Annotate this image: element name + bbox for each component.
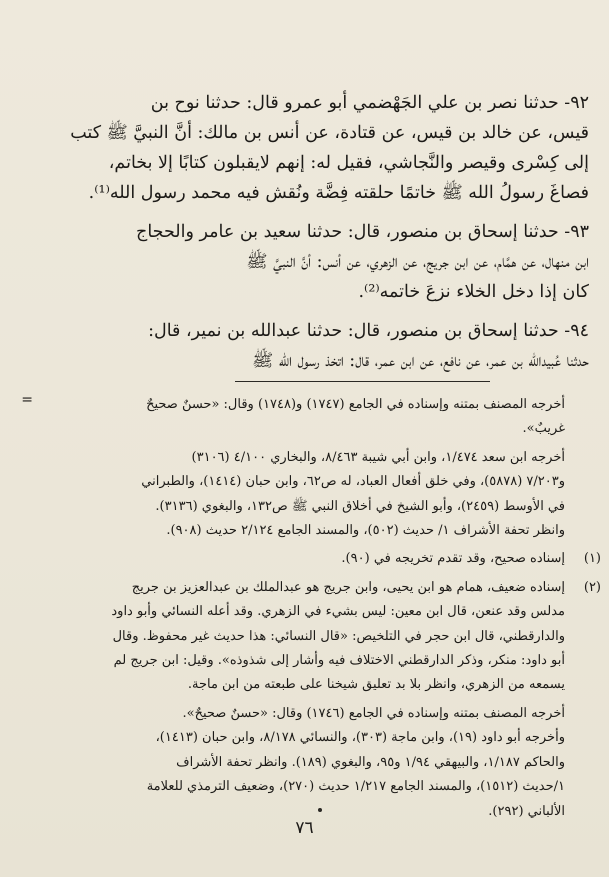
- text-line: كان إذا دخل الخلاء نزعَ خاتمه⁽²⁾.: [358, 282, 589, 302]
- footnote-line: والدارقطني، قال ابن حجر في التلخيص: «قال النسائي: هذا حديث غير محفوظ. وقال: [112, 628, 565, 644]
- continuation-mark: =: [21, 392, 33, 408]
- text-line: ٩٢- حدثنا نصر بن علي الجَهْضمي أبو عمرو قال: حدثنا نوح بن: [150, 93, 589, 113]
- footnote-line: إسناده ضعيف، همام هو ابن يحيى، وابن جريج هو عبدالملك بن عبدالعزيز بن جريج: [131, 579, 565, 595]
- footnote-line: إسناده صحيح، وقد تقدم تخريجه في (٩٠).: [341, 551, 565, 567]
- hadith-92: [14, 88, 589, 208]
- text-line: فصاغَ رسولُ الله ﷺ خاتمًا حلقته فِضَّة ونُقش فيه محمد رسول الله⁽¹⁾.: [88, 183, 589, 203]
- footnote-line: وأخرجه أبو داود (١٩)، وابن ماجة (٣٠٣)، والنسائي ٨/١٧٨، وابن حبان (١٤١٣)،: [155, 730, 565, 746]
- text-line: ابن منهال، عن همَّام، عن ابن جريج، عن الزهري، عن أنس: أنَّ النبيَّ ﷺ: [246, 252, 589, 272]
- text-line: قيس، عن خالد بن قيس، عن قتادة، عن أنس بن مالك: أنَّ النبيَّ ﷺ كتب: [70, 123, 589, 143]
- page-number: ٧٦: [295, 818, 314, 838]
- footnote-divider: [235, 381, 490, 382]
- footnote-line: الألباني (٢٩٢).: [488, 803, 565, 819]
- footnote-number: (٢): [583, 579, 601, 595]
- text-line: إلى كِسْرى وقيصر والنَّجاشي، فقيل له: إنهم لايقبلون كتابًا إلا بخاتم،: [108, 153, 589, 173]
- main-text: [14, 88, 589, 385]
- footnote-1: [20, 547, 601, 571]
- text-line: ٩٣- حدثنا إسحاق بن منصور، قال: حدثنا سعيد بن عامر والحجاج: [136, 222, 589, 242]
- footnote-line: مدلس وقد عنعن، قال ابن معين: ليس بشيء في الزهري. وقد أعله النسائي وأبو داود: [111, 604, 565, 620]
- footnote-sources-93: [20, 702, 565, 824]
- footnote-line: أخرجه المصنف بمتنه وإسناده في الجامع (١٧٤٦) وقال: «حسنٌ صحيحٌ».: [182, 705, 565, 721]
- footnotes: [20, 393, 601, 828]
- footnote-2: [20, 576, 601, 698]
- footnote-line: في الأوسط (٢٤٥٩)، وأبو الشيخ في أخلاق النبي ﷺ ص١٣٢، والبغوي (٣١٣٦).: [155, 498, 565, 514]
- footnote-line: غريبٌ».: [522, 421, 565, 437]
- footnote-line: أخرجه ابن سعد ١/٤٧٤، وابن أبي شيبة ٨/٤٦٣، والبخاري ٤/١٠٠ (٣١٠٦): [191, 449, 565, 465]
- footnote-continuation: [20, 393, 565, 442]
- footnote-line: والحاكم ١/١٨٧، والبيهقي ١/٩٤ و٩٥، والبغوي (١٨٩). وانظر تحفة الأشراف: [176, 754, 565, 770]
- hadith-94: [14, 316, 589, 376]
- text-line: ٩٤- حدثنا إسحاق بن منصور، قال: حدثنا عبدالله بن نمير، قال:: [148, 321, 589, 341]
- hadith-93: [14, 217, 589, 307]
- footnote-line: يسمعه من الزهري، وانظر بلا بد تعليق شيخنا على طبعته من ابن ماجة.: [187, 677, 565, 693]
- footnote-line: ١/حديث (١٥١٢)، والمسند الجامع ١/٢١٧ حديث (٢٧٠)، وضعيف الترمذي للعلامة: [146, 779, 565, 795]
- text-line: حدثنا عُبيدالله بن عمر، عن نافع، عن ابن عمر، قال: اتخذ رسول الله ﷺ: [252, 351, 589, 371]
- footnote-line: وانظر تحفة الأشراف ١/ حديث (٥٠٢)، والمسند الجامع ٢/١٢٤ حديث (٩٠٨).: [166, 523, 565, 539]
- footnote-sources-92: [20, 446, 565, 544]
- footnote-number: (١): [583, 551, 601, 567]
- footnote-line: أخرجه المصنف بمتنه وإسناده في الجامع (١٧٤٧) و(١٧٤٨) وقال: «حسنٌ صحيحٌ: [146, 397, 565, 412]
- ink-speck: [318, 808, 322, 812]
- footnote-line: و٧/٢٠٣ (٥٨٧٨)، وفي خلق أفعال العباد، له ص٦٢، وابن حبان (١٤١٤)، والطبراني: [141, 474, 565, 490]
- footnote-line: أبو داود: منكر، وذكر الدارقطني الاختلاف فيه وأشار إلى شذوذه». وقيل: ابن جريج لم: [113, 653, 565, 669]
